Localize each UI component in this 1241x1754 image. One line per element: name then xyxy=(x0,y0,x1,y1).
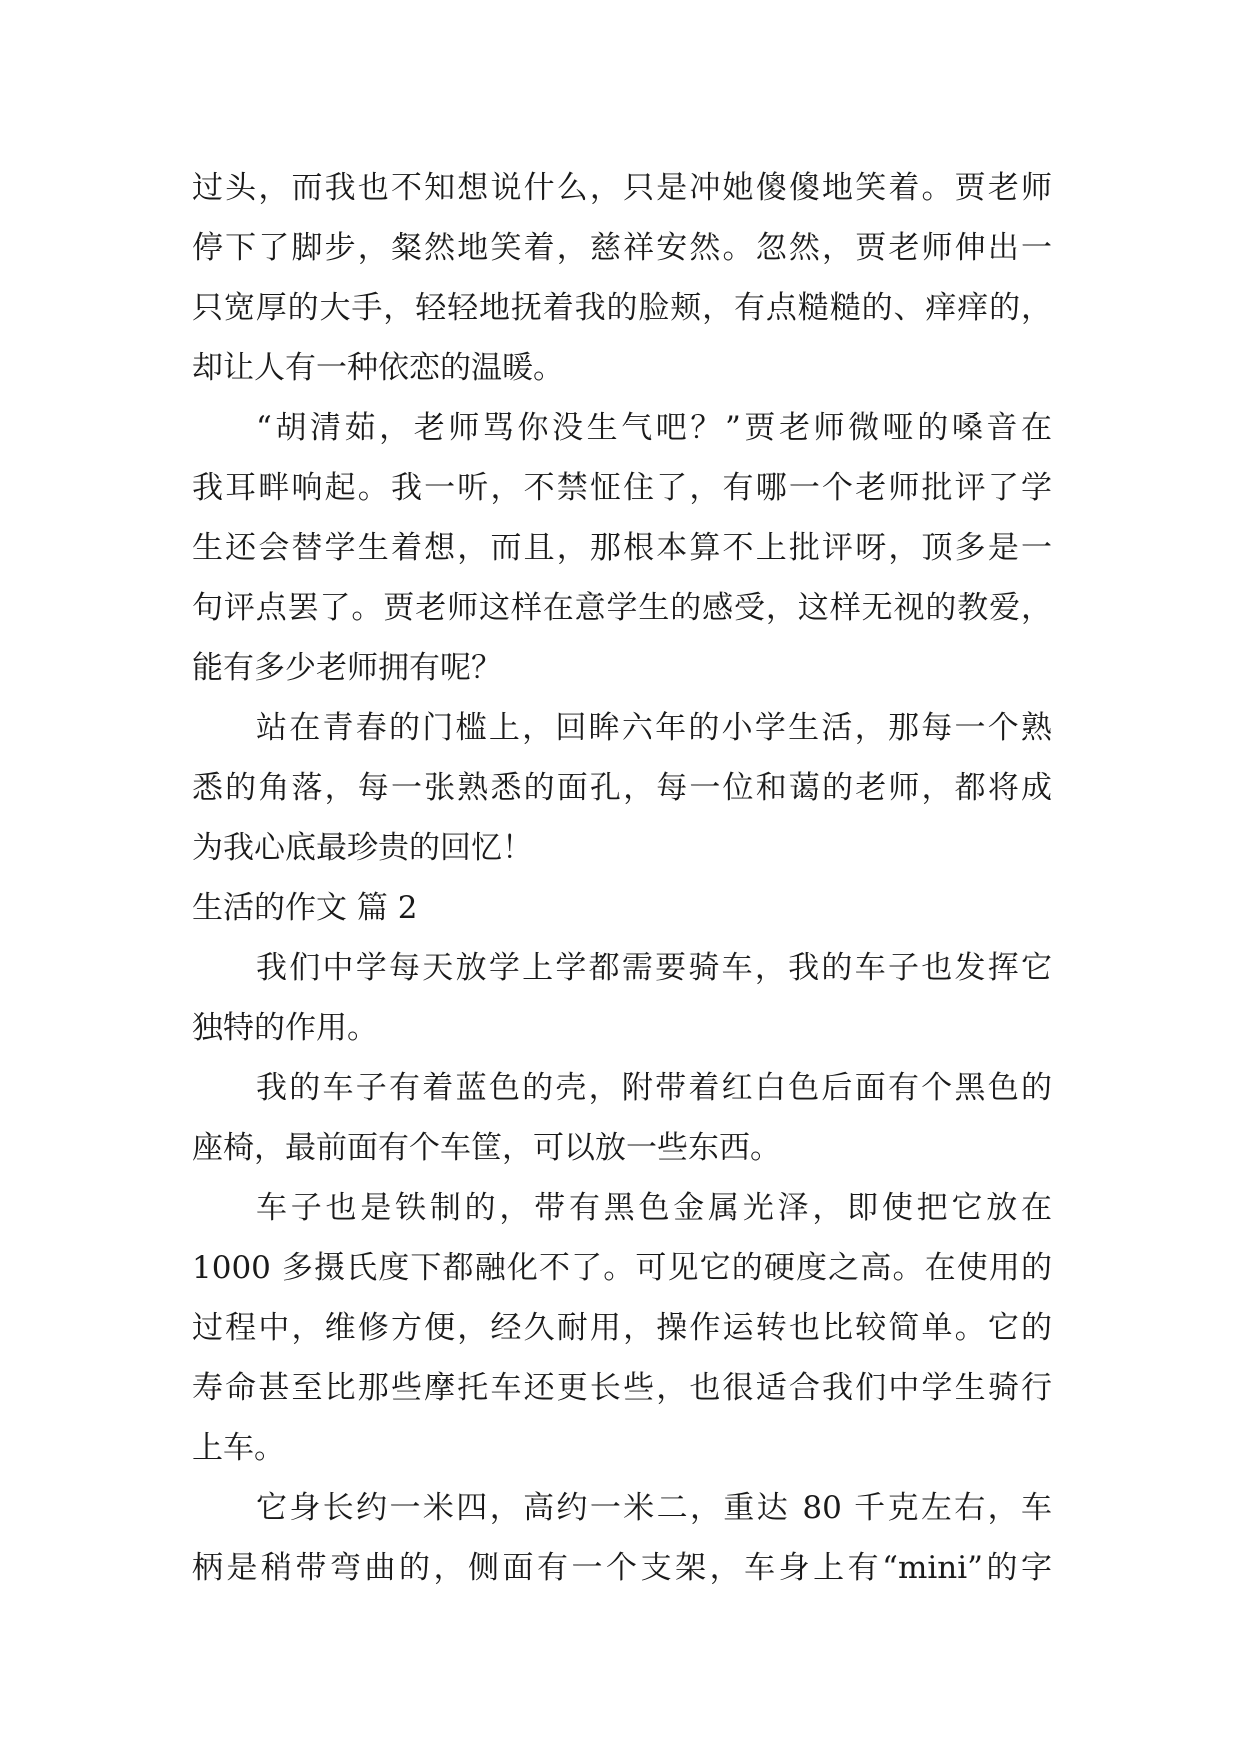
text-line: 它身长约一米四，高约一米二，重达 80 千克左右，车 xyxy=(256,1490,1052,1526)
text-line: 能有多少老师拥有呢？ xyxy=(192,650,502,686)
paragraph xyxy=(192,1178,1052,1478)
paragraph xyxy=(192,938,1052,1058)
text-line: 生还会替学生着想，而且，那根本算不上批评呀，顶多是一 xyxy=(192,530,1052,566)
text-line: 站在青春的门槛上，回眸六年的小学生活，那每一个熟 xyxy=(256,710,1052,746)
text-line: 过程中，维修方便，经久耐用，操作运转也比较简单。它的 xyxy=(192,1310,1052,1346)
paragraph xyxy=(192,1058,1052,1178)
paragraph xyxy=(192,698,1052,878)
text-line: 悉的角落，每一张熟悉的面孔，每一位和蔼的老师，都将成 xyxy=(192,770,1052,806)
text-line: 1000 多摄氏度下都融化不了。可见它的硬度之高。在使用的 xyxy=(192,1250,1052,1286)
section-heading: 生活的作文 篇 2 xyxy=(192,890,418,926)
text-line: 我的车子有着蓝色的壳，附带着红白色后面有个黑色的 xyxy=(256,1070,1052,1106)
text-line: 只宽厚的大手，轻轻地抚着我的脸颊，有点糙糙的、痒痒的， xyxy=(192,290,1052,326)
paragraph xyxy=(192,398,1052,698)
text-line: 车子也是铁制的，带有黑色金属光泽，即使把它放在 xyxy=(256,1190,1052,1226)
text-line: 我们中学每天放学上学都需要骑车，我的车子也发挥它 xyxy=(256,950,1052,986)
document-page xyxy=(192,158,1052,1598)
paragraph xyxy=(192,1478,1052,1598)
text-line: 却让人有一种依恋的温暖。 xyxy=(192,350,564,386)
paragraph xyxy=(192,158,1052,398)
text-line: 柄是稍带弯曲的，侧面有一个支架，车身上有“mini”的字 xyxy=(192,1550,1052,1586)
text-line: 过头，而我也不知想说什么，只是冲她傻傻地笑着。贾老师 xyxy=(192,170,1052,206)
text-line: 寿命甚至比那些摩托车还更长些，也很适合我们中学生骑行 xyxy=(192,1370,1052,1406)
text-line: 独特的作用。 xyxy=(192,1010,378,1046)
text-line: 上车。 xyxy=(192,1430,285,1466)
text-line: “胡清茹，老师骂你没生气吧？”贾老师微哑的嗓音在 xyxy=(256,410,1052,446)
text-line: 停下了脚步，粲然地笑着，慈祥安然。忽然，贾老师伸出一 xyxy=(192,230,1052,266)
text-line: 为我心底最珍贵的回忆！ xyxy=(192,830,533,866)
text-line: 座椅，最前面有个车筐，可以放一些东西。 xyxy=(192,1130,781,1166)
text-line: 句评点罢了。贾老师这样在意学生的感受，这样无视的教爱， xyxy=(192,590,1052,626)
text-line: 我耳畔响起。我一听，不禁怔住了，有哪一个老师批评了学 xyxy=(192,470,1052,506)
